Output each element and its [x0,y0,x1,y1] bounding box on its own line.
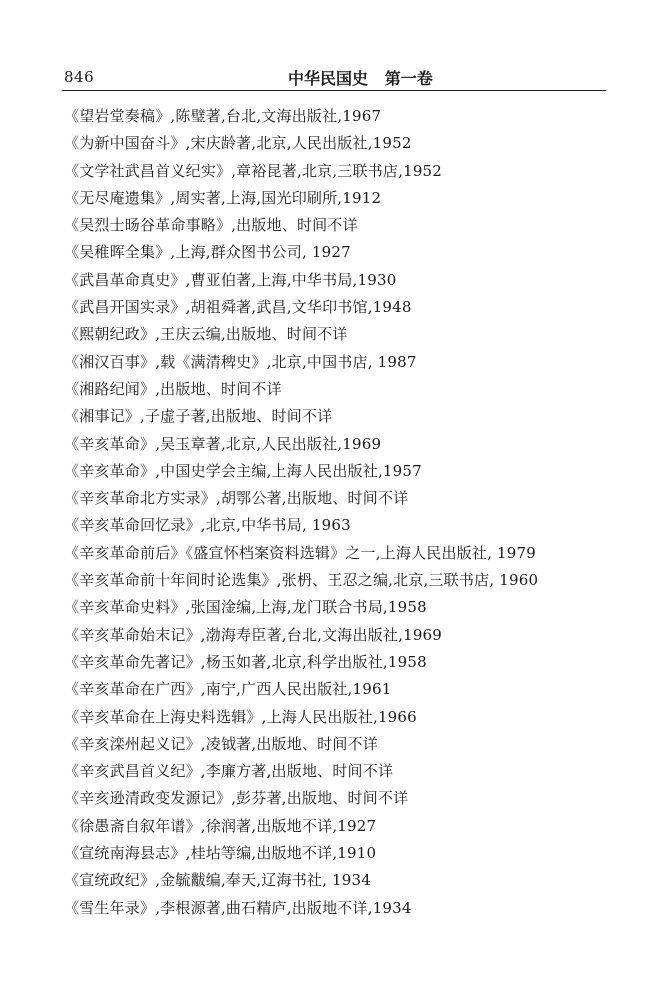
page-header [62,60,606,91]
bibliography-entry: 《湘事记》,子虚子著,出版地、时间不详 [64,407,333,426]
bibliography-entry: 《为新中国奋斗》,宋庆龄著,北京,人民出版社,1952 [64,134,412,153]
bibliography-entry: 《辛亥革命北方实录》,胡鄂公著,出版地、时间不详 [64,489,409,508]
running-title: 中华民国史 第一卷 [288,69,433,88]
bibliography-entry: 《湘汉百事》,载《满清稗史》,北京,中国书店, 1987 [64,352,417,371]
bibliography-list [64,103,624,922]
bibliography-entry: 《湘路纪闻》,出版地、时间不详 [64,379,282,398]
bibliography-entry: 《辛亥革命始末记》,渤海寿臣著,台北,文海出版社,1969 [64,625,443,644]
bibliography-entry: 《辛亥滦州起义记》,凌钺著,出版地、时间不详 [64,734,378,753]
page-number: 846 [64,68,95,86]
bibliography-entry: 《望岩堂奏稿》,陈璧著,台北,文海出版社,1967 [64,107,382,125]
bibliography-entry: 《宣统政纪》,金毓黻编,奉天,辽海书社, 1934 [64,871,372,890]
bibliography-entry: 《武昌开国实录》,胡祖舜著,武昌,文华印书馆,1948 [64,298,412,317]
bibliography-entry: 《辛亥革命史料》,张国淦编,上海,龙门联合书局,1958 [64,598,427,617]
bibliography-entry: 《徐愚斋自叙年谱》,徐润著,出版地不详,1927 [64,816,377,835]
bibliography-entry: 《武昌革命真史》,曹亚伯著,上海,中华书局,1930 [64,270,397,289]
bibliography-entry: 《辛亥革命在上海史料选辑》,上海人民出版社,1966 [64,707,417,726]
bibliography-entry: 《吴稚晖全集》,上海,群众图书公司, 1927 [64,243,351,262]
bibliography-entry: 《吴烈士旸谷革命事略》,出版地、时间不详 [64,216,358,235]
bibliography-entry: 《宣统南海县志》,桂坫等编,出版地不详,1910 [64,844,377,863]
bibliography-entry: 《无尽庵遗集》,周实著,上海,国光印刷所,1912 [64,188,382,207]
bibliography-entry: 《辛亥武昌首义纪》,李廉方著,出版地、时间不详 [64,762,394,781]
bibliography-entry: 《辛亥革命前后》《盛宣怀档案资料选辑》之一,上海人民出版社, 1979 [64,543,536,562]
bibliography-entry: 《辛亥革命》,吴玉章著,北京,人民出版社,1969 [64,434,382,453]
bibliography-entry: 《辛亥革命回忆录》,北京,中华书局, 1963 [64,516,351,535]
bibliography-entry: 《辛亥革命先著记》,杨玉如著,北京,科学出版社,1958 [64,652,427,671]
bibliography-entry: 《辛亥革命在广西》,南宁,广西人民出版社,1961 [64,680,392,699]
bibliography-entry: 《文学社武昌首义纪实》,章裕昆著,北京,三联书店,1952 [64,161,443,180]
bibliography-entry: 《雪生年录》,李根源著,曲石精庐,出版地不详,1934 [64,898,412,917]
bibliography-entry: 《辛亥革命前十年间时论选集》,张枬、王忍之编,北京,三联书店, 1960 [64,571,539,590]
bibliography-entry: 《熙朝纪政》,王庆云编,出版地、时间不详 [64,325,348,344]
bibliography-entry: 《辛亥革命》,中国史学会主编,上海人民出版社,1957 [64,461,422,480]
bibliography-entry: 《辛亥逊清政变发源记》,彭芬著,出版地、时间不详 [64,789,409,808]
